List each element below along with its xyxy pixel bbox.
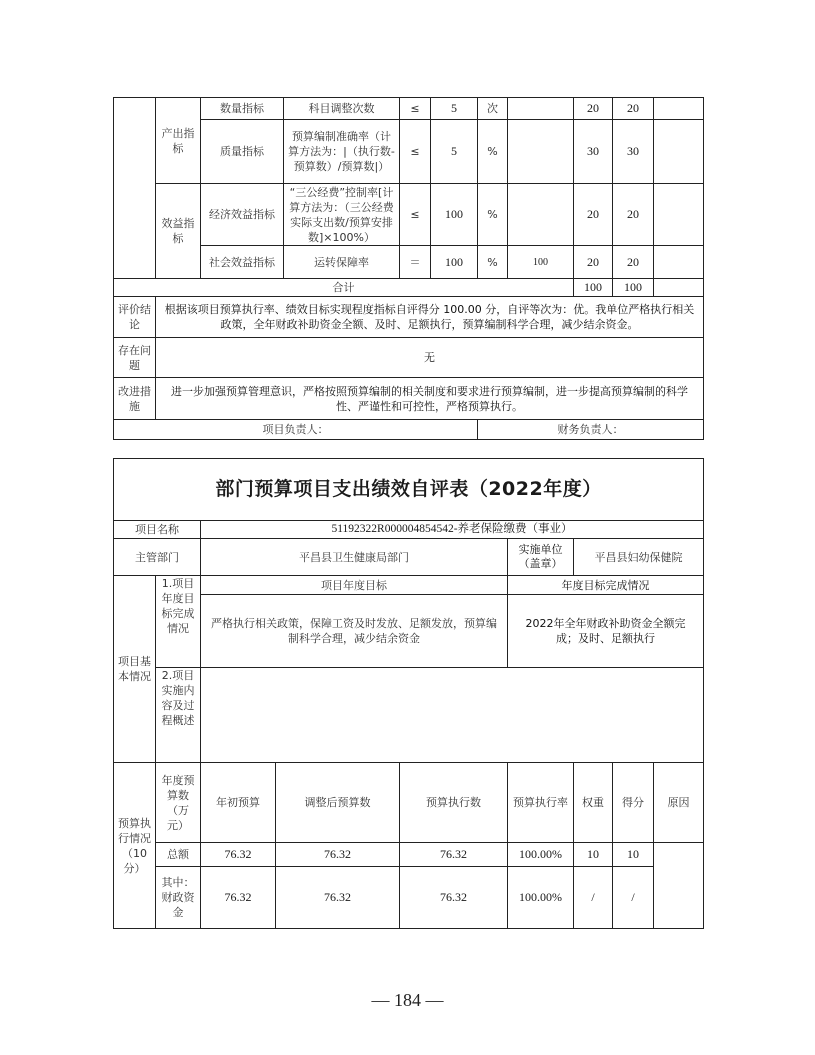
indicator-row [114,246,704,279]
impl-unit-value: 平昌县妇幼保健院 [574,539,704,576]
budget-executed: 76.32 [400,867,508,929]
total-note [654,279,704,297]
budget-row-label: 总额 [156,843,201,867]
indicator-op: ≤ [400,120,431,184]
evaluation-text: 根据该项目预算执行率、绩效目标实现程度指标自评得分 100.00 分，自评等次为：优。我单位严格执行相关政策，全年财政补助资金全额、及时、足额执行，预算编制科学合理，减少结余资金。 [156,297,704,338]
budget-weight: / [574,867,613,929]
completion-header: 年度目标完成情况 [508,576,704,595]
budget-row [114,843,704,867]
indicator-target: 100 [431,184,478,246]
indicator-target: 5 [431,120,478,184]
budget-executed: 76.32 [400,843,508,867]
issues-label: 存在问题 [114,338,156,378]
budget-reason [654,843,704,929]
self-eval-form [113,458,704,929]
budget-exec-label: 预算执行情况（10分） [114,763,156,929]
indicator-score: 20 [613,184,654,246]
indicator-actual: 100 [508,246,574,279]
output-group-label: 产出指标 [156,98,201,184]
indicator-unit: % [478,184,508,246]
benefit-group-label: 效益指标 [156,184,201,279]
process-text [201,668,704,763]
indicator-note [654,120,704,184]
col-header-reason: 原因 [654,763,704,843]
indicator-name: 预算编制准确率（计算方法为：|（执行数-预算数）/预算数|） [284,120,400,184]
process-label: 2.项目实施内容及过程概述 [156,668,201,763]
evaluation-row [114,297,704,338]
total-weight: 100 [574,279,613,297]
indicator-table [113,97,704,440]
total-score: 100 [613,279,654,297]
col-header-executed: 预算执行数 [400,763,508,843]
indicator-type: 数量指标 [201,98,284,120]
indicator-weight: 20 [574,184,613,246]
indicator-actual [508,184,574,246]
indicator-unit: % [478,120,508,184]
col-header-adjusted: 调整后预算数 [276,763,400,843]
budget-adjusted: 76.32 [276,843,400,867]
indicator-unit: 次 [478,98,508,120]
issues-row [114,338,704,378]
budget-rate: 100.00% [508,843,574,867]
indicator-blank-cell [114,98,156,279]
page-number: — 184 — [371,990,444,1010]
improve-text: 进一步加强预算管理意识，严格按照预算编制的相关制度和要求进行预算编制，进一步提高预算编制的科学性、严谨性和可控性，严格预算执行。 [156,378,704,420]
budget-row-label: 其中：财政资金 [156,867,201,929]
indicator-target: 5 [431,98,478,120]
signature-row [114,420,704,440]
indicator-name: 科目调整次数 [284,98,400,120]
budget-weight: 10 [574,843,613,867]
basic-info-label: 项目基本情况 [114,576,156,763]
indicator-note [654,98,704,120]
indicator-op: ≤ [400,184,431,246]
budget-rate: 100.00% [508,867,574,929]
project-lead-label: 项目负责人： [114,420,478,440]
indicator-target: 100 [431,246,478,279]
indicator-name: 运转保障率 [284,246,400,279]
indicator-note [654,184,704,246]
indicator-name: “三公经费”控制率[计算方法为：（三公经费实际支出数/预算安排数]×100%） [284,184,400,246]
budget-adjusted: 76.32 [276,867,400,929]
indicator-unit: % [478,246,508,279]
budget-unit-label: 年度预算数（万元） [156,763,201,843]
budget-score: 10 [613,843,654,867]
indicator-type: 质量指标 [201,120,284,184]
indicator-weight: 30 [574,120,613,184]
total-label: 合计 [114,279,574,297]
col-header-rate: 预算执行率 [508,763,574,843]
goal-text: 严格执行相关政策，保障工资及时发放、足额发放，预算编制科学合理，减少结余资金 [201,595,508,668]
indicator-type: 社会效益指标 [201,246,284,279]
total-row [114,279,704,297]
budget-initial: 76.32 [201,843,276,867]
indicator-note [654,246,704,279]
col-header-initial: 年初预算 [201,763,276,843]
evaluation-label: 评价结论 [114,297,156,338]
indicator-op: ≤ [400,98,431,120]
process-row [114,668,704,763]
budget-header-row [114,763,704,843]
indicator-row [114,184,704,246]
finance-lead-label: 财务负责人： [478,420,704,440]
indicator-score: 20 [613,98,654,120]
budget-initial: 76.32 [201,867,276,929]
budget-score: / [613,867,654,929]
goal-content-row [114,595,704,668]
col-header-score: 得分 [613,763,654,843]
goal-section-label: 1.项目年度目标完成情况 [156,576,201,668]
goal-header-row [114,576,704,595]
dept-row [114,539,704,576]
issues-text: 无 [156,338,704,378]
indicator-weight: 20 [574,98,613,120]
dept-label: 主管部门 [114,539,201,576]
budget-row [114,867,704,929]
improve-label: 改进措施 [114,378,156,420]
indicator-type: 经济效益指标 [201,184,284,246]
indicator-row [114,120,704,184]
indicator-actual [508,120,574,184]
dept-value: 平昌县卫生健康局部门 [201,539,508,576]
indicator-actual [508,98,574,120]
impl-unit-label: 实施单位（盖章） [508,539,574,576]
form-title: 部门预算项目支出绩效自评表（2022年度） [114,459,704,521]
goal-header: 项目年度目标 [201,576,508,595]
indicator-op: ＝ [400,246,431,279]
indicator-row [114,98,704,120]
indicator-weight: 20 [574,246,613,279]
col-header-weight: 权重 [574,763,613,843]
project-name-label: 项目名称 [114,521,201,539]
form-title-row [114,459,704,521]
project-name-row [114,521,704,539]
indicator-score: 20 [613,246,654,279]
indicator-score: 30 [613,120,654,184]
project-name: 51192322R000004854542-养老保险缴费（事业） [201,521,704,539]
completion-text: 2022年全年财政补助资金全额完成；及时、足额执行 [508,595,704,668]
improve-row [114,378,704,420]
